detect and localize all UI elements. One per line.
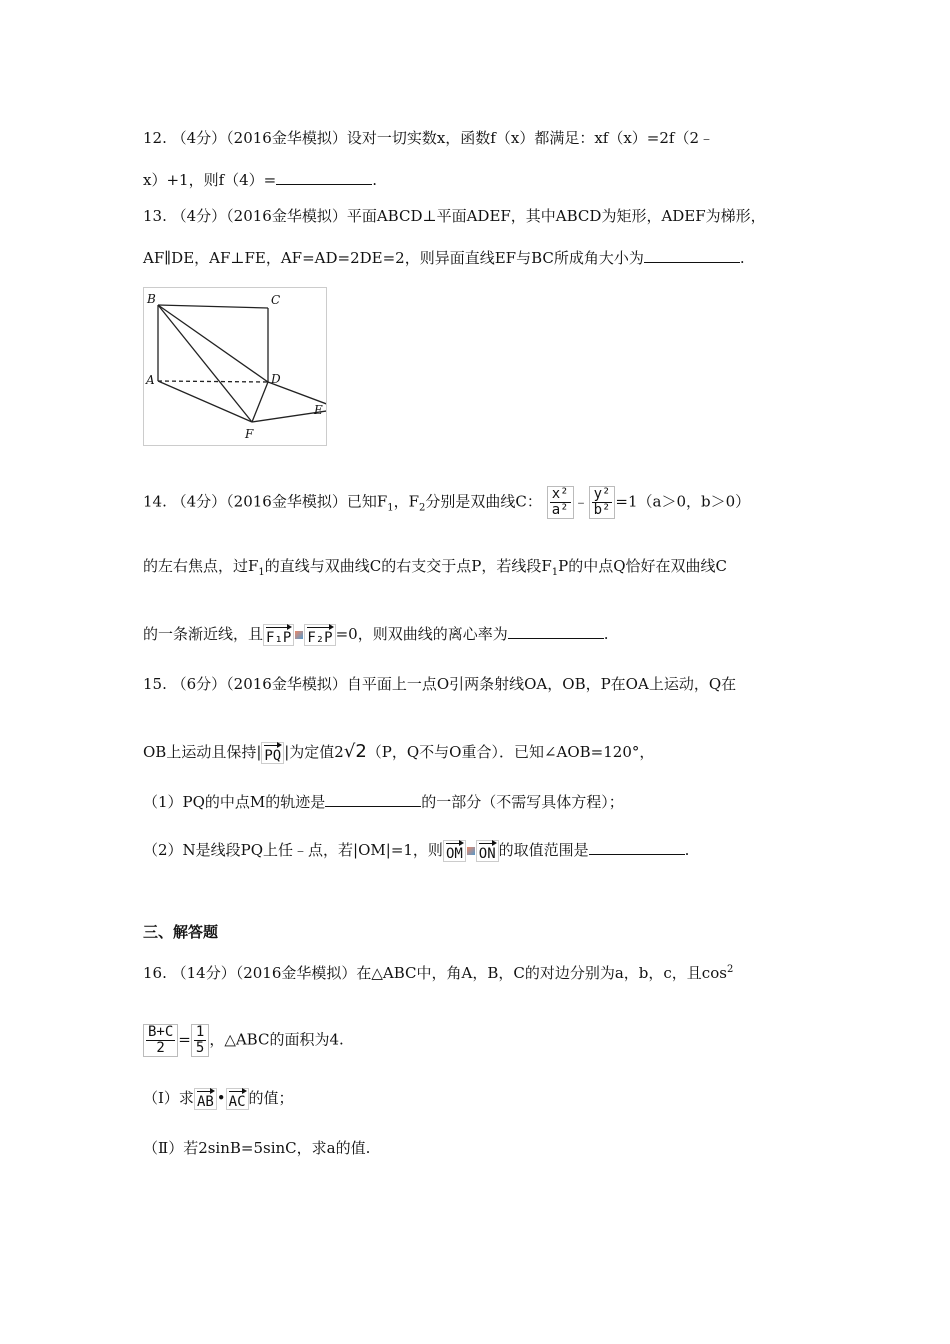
q14-minus: ﹣ bbox=[573, 492, 589, 511]
q14-text-c: 分别是双曲线C： bbox=[425, 492, 542, 511]
q16-part2: （Ⅱ）若2sinB=5sinC，求a的值. bbox=[143, 1139, 371, 1157]
q12-period: . bbox=[372, 171, 378, 189]
q15-part1 bbox=[143, 792, 624, 812]
q15-text-a: OB上运动且保持| bbox=[143, 743, 262, 761]
sqrt-two: √2 bbox=[343, 741, 367, 762]
q16-equals: = bbox=[178, 1030, 191, 1049]
q15-line2 bbox=[143, 742, 654, 764]
q13-answer-blank bbox=[644, 248, 740, 263]
edge-bf bbox=[158, 305, 252, 422]
q15-part2-text-b: 的取值范围是 bbox=[498, 841, 589, 859]
q12-line2 bbox=[143, 170, 377, 190]
q14-text-i: =0，则双曲线的离心率为 bbox=[335, 625, 508, 643]
edge-fd bbox=[252, 382, 268, 422]
q14-text-e: 的左右焦点，过F bbox=[143, 557, 259, 575]
dot-operator: • bbox=[216, 1089, 226, 1107]
label-a: A bbox=[146, 373, 155, 387]
q16-part1-text-b: 的值； bbox=[248, 1089, 294, 1107]
q15-part1-text-a: （1）PQ的中点M的轨迹是 bbox=[143, 793, 326, 811]
q15-part2-period: . bbox=[684, 841, 690, 859]
q14-sub4: 1 bbox=[551, 567, 559, 578]
section-heading: 三、解答题 bbox=[143, 923, 219, 941]
q14-line1 bbox=[143, 486, 750, 519]
vector-on: ON bbox=[476, 840, 499, 862]
q16-sup: 2 bbox=[726, 964, 734, 975]
q14-text-f: 的直线与双曲线C的右支交于点P，若线段F bbox=[264, 557, 552, 575]
vector-pq: PQ bbox=[261, 742, 284, 764]
q14-text-b: ，F bbox=[393, 492, 420, 511]
q14-text-d: =1（a＞0，b＞0） bbox=[615, 492, 751, 511]
q13-period: . bbox=[739, 249, 745, 267]
q14-line2 bbox=[143, 556, 727, 583]
q14-sub1: 1 bbox=[387, 502, 394, 514]
q12-line1: 12. （4分）（2016金华模拟）设对一切实数x，函数f（x）都满足：xf（x）=2f（2﹣ bbox=[143, 129, 714, 147]
q14-sub2: 2 bbox=[419, 502, 426, 514]
q15-part2-answer-blank bbox=[589, 840, 685, 855]
q13-text: AF∥DE，AF⊥FE，AF=AD=2DE=2，则异面直线EF与BC所成角大小为 bbox=[143, 249, 644, 267]
q13-line1: 13. （4分）（2016金华模拟）平面ABCD⊥平面ADEF，其中ABCD为矩形，ADEF为梯形， bbox=[143, 207, 766, 225]
vector-om: OM bbox=[443, 840, 466, 862]
label-d: D bbox=[271, 372, 281, 386]
edge-ad-hidden bbox=[158, 381, 268, 382]
q15-part2-text-a: （2）N是线段PQ上任﹣点，若|OM|=1，则 bbox=[143, 841, 443, 859]
q14-text-a: 14. （4分）（2016金华模拟）已知F bbox=[143, 492, 388, 511]
q14-period: . bbox=[603, 625, 609, 643]
one-fifth-fraction: $\frac{1}{5}$ bbox=[191, 1024, 209, 1057]
label-e: E bbox=[314, 403, 323, 417]
q14-text-h: 的一条渐近线，且 bbox=[143, 625, 264, 643]
label-f: F bbox=[245, 427, 254, 441]
q15-text-c: （P，Q不与O重合）．已知∠AOB=120°， bbox=[366, 743, 655, 761]
vector-f2p: F₂P bbox=[304, 624, 335, 646]
hyperbola-y-fraction: $\frac{\text{y²}}{\text{b²}}$ bbox=[589, 486, 616, 519]
q12-answer-blank bbox=[276, 170, 372, 185]
q14-line3 bbox=[143, 624, 609, 646]
q14-text-g: P的中点Q恰好在双曲线C bbox=[558, 557, 728, 575]
q13-geometry-figure bbox=[143, 287, 327, 446]
q16-part1-text-a: （Ⅰ）求 bbox=[143, 1089, 194, 1107]
dot-product-icon bbox=[295, 631, 303, 639]
vector-ab: AB bbox=[194, 1088, 217, 1110]
q12-text: x）+1，则f（4）= bbox=[143, 171, 277, 189]
edge-bc bbox=[158, 305, 268, 308]
q16-part1 bbox=[143, 1088, 294, 1110]
vector-f1p: F₁P bbox=[263, 624, 294, 646]
q13-figure-svg bbox=[144, 288, 326, 445]
q16-line2 bbox=[143, 1024, 344, 1057]
q14-answer-blank bbox=[508, 624, 604, 639]
q15-part1-answer-blank bbox=[325, 792, 421, 807]
hyperbola-x-fraction: $\frac{\text{x²}}{\text{a²}}$ bbox=[547, 486, 574, 519]
label-b: B bbox=[147, 292, 156, 306]
half-angle-fraction: $\frac{B+C}{2}$ bbox=[143, 1024, 178, 1057]
label-c: C bbox=[271, 293, 281, 307]
q16-text-b: ，△ABC的面积为4. bbox=[209, 1030, 344, 1049]
q15-text-b: |为定值2 bbox=[284, 743, 344, 761]
q16-text-a: 16. （14分）（2016金华模拟）在△ABC中，角A，B，C的对边分别为a，b，c，且cos bbox=[143, 964, 727, 982]
q15-part2 bbox=[143, 840, 689, 862]
vector-ac: AC bbox=[226, 1088, 249, 1110]
q13-line2 bbox=[143, 248, 745, 268]
dot-product-icon bbox=[467, 847, 475, 855]
q16-line1 bbox=[143, 960, 733, 983]
q14-sub3: 1 bbox=[258, 567, 265, 578]
q15-line1: 15. （6分）（2016金华模拟）自平面上一点O引两条射线OA，OB，P在OA上运动，Q在 bbox=[143, 675, 737, 693]
q15-part1-text-b: 的一部分（不需写具体方程）； bbox=[421, 793, 624, 811]
edge-bd bbox=[158, 305, 268, 382]
edge-af bbox=[158, 381, 252, 422]
